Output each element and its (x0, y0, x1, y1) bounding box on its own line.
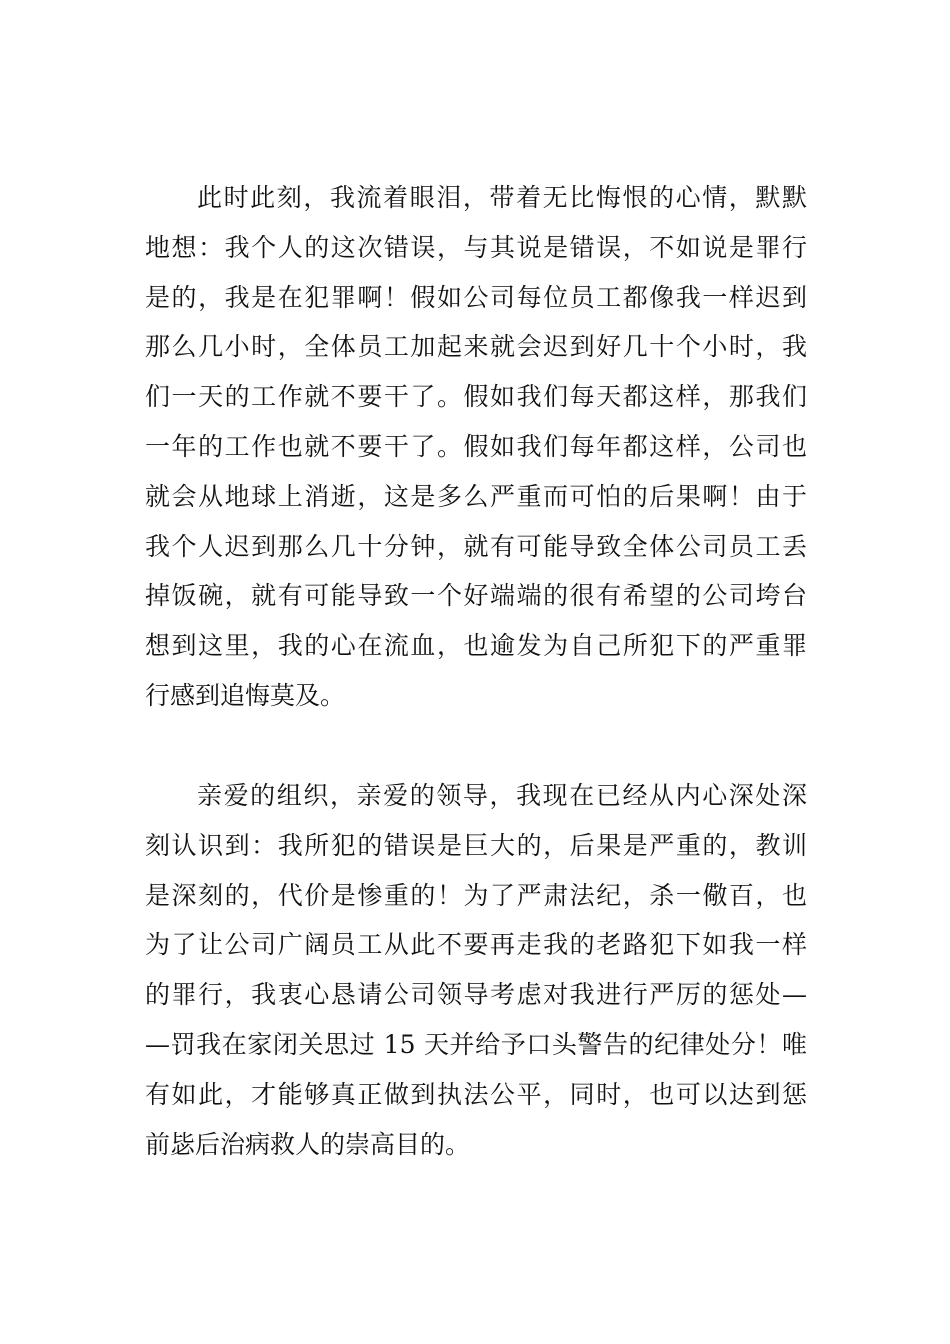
paragraph-line: 一年的工作也就不要干了。假如我们每年都这样，公司也 (145, 431, 807, 461)
paragraph-line: 此时此刻，我流着眼泪，带着无比悔恨的心情，默默 (197, 183, 807, 212)
paragraph-line: 是的，我是在犯罪啊！假如公司每位员工都像我一样迟到 (145, 282, 807, 312)
paragraph-line: 有如此，才能够真正做到执法公平，同时，也可以达到惩 (145, 1079, 807, 1109)
paragraph-line: 想到这里，我的心在流血，也逾发为自己所犯下的严重罪 (145, 631, 807, 661)
paragraph-line: 是深刻的，代价是惨重的！为了严肃法纪，杀一儆百，也 (145, 880, 807, 910)
paragraph-1 (145, 173, 807, 721)
paragraph-line: 们一天的工作就不要干了。假如我们每天都这样，那我们 (145, 382, 807, 412)
paragraph-line: 掉饭碗，就有可能导致一个好端端的很有希望的公司垮台 (145, 581, 807, 611)
paragraph-line: 刻认识到：我所犯的错误是巨大的，后果是严重的，教训 (145, 830, 807, 860)
paragraph-line: —罚我在家闭关思过 15 天并给予口头警告的纪律处分！唯 (145, 1029, 807, 1059)
paragraph-line: 那么几小时，全体员工加起来就会迟到好几十个小时，我 (145, 332, 807, 362)
paragraph-line: 行感到追悔莫及。 (145, 680, 346, 710)
paragraph-line: 前毖后治病救人的崇高目的。 (145, 1129, 471, 1159)
paragraph-2 (145, 771, 807, 1169)
paragraph-line: 的罪行，我衷心恳请公司领导考虑对我进行严厉的惩处— (145, 980, 807, 1010)
paragraph-line: 就会从地球上消逝，这是多么严重而可怕的后果啊！由于 (145, 481, 807, 511)
paragraph-line: 地想：我个人的这次错误，与其说是错误，不如说是罪行 (145, 232, 807, 262)
paragraph-line: 亲爱的组织，亲爱的领导，我现在已经从内心深处深 (197, 781, 807, 810)
paragraph-line: 为了让公司广阔员工从此不要再走我的老路犯下如我一样 (145, 930, 807, 960)
paragraph-line: 我个人迟到那么几十分钟，就有可能导致全体公司员工丢 (145, 531, 807, 561)
